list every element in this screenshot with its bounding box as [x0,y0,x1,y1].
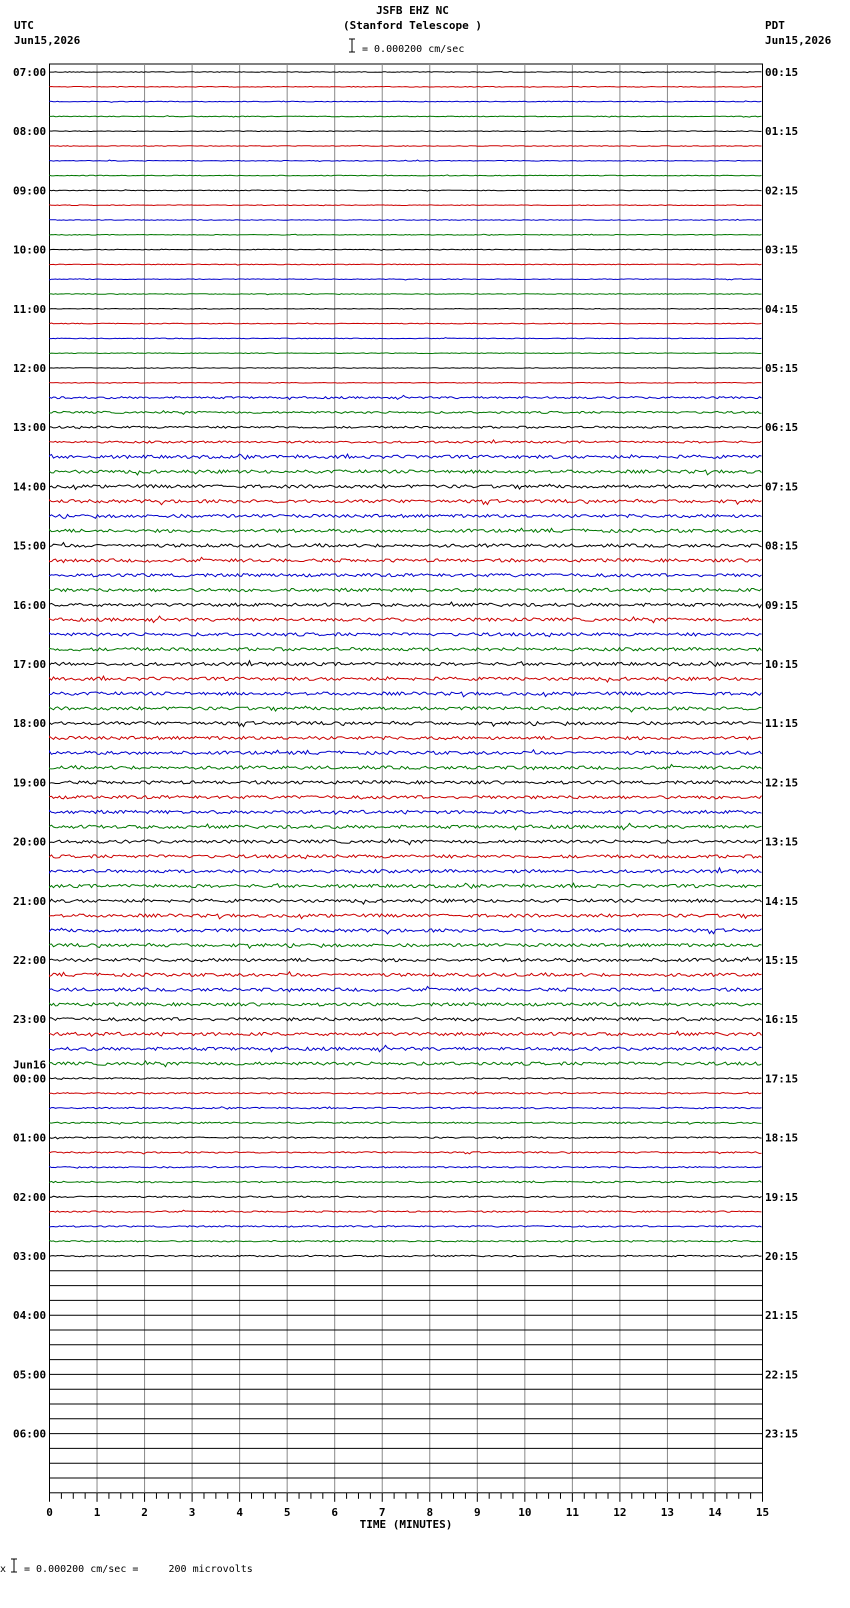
pdt-hour-label: 06:15 [765,421,799,435]
x-tick-label: 11 [565,1505,579,1519]
utc-hour-label: 01:00 [13,1131,47,1145]
seismic-trace [50,1045,762,1052]
seismic-trace [50,781,762,784]
seismic-trace [50,382,762,383]
seismic-trace [50,899,762,904]
seismic-trace [50,676,762,682]
seismic-trace [50,131,762,132]
seismic-trace [50,855,762,859]
utc-hour-label: 16:00 [13,598,47,612]
utc-hour-label: 11:00 [13,302,47,316]
seismic-trace [50,1152,762,1154]
seismic-trace [50,411,762,415]
pdt-hour-label: 13:15 [765,835,799,849]
x-tick-label: 3 [188,1505,196,1519]
pdt-hour-label: 16:15 [765,1013,799,1027]
x-axis-label: TIME (MINUTES) [359,1517,453,1531]
seismic-trace [50,823,762,830]
seismic-trace [50,528,762,532]
left-timezone: UTC [14,19,34,32]
pdt-hour-label: 09:15 [765,598,799,612]
seismic-trace [50,368,762,369]
seismic-trace [50,588,762,592]
seismic-trace [50,706,762,712]
seismic-trace [50,1092,762,1094]
utc-hour-label: 13:00 [13,421,47,435]
footer-scale-text: = 0.000200 cm/sec = 200 microvolts [24,1564,253,1575]
x-tick-label: 13 [660,1505,675,1519]
seismic-trace [50,692,762,697]
seismic-trace [50,839,762,845]
pdt-hour-label: 15:15 [765,954,799,967]
pdt-hour-label: 07:15 [765,480,799,494]
utc-hour-label: 12:00 [13,362,47,375]
seismic-trace [50,338,762,339]
seismic-trace [50,1061,762,1067]
pdt-hour-label: 18:15 [765,1131,799,1145]
station-title: JSFB EHZ NC [376,4,449,17]
seismic-trace [50,987,762,992]
seismic-trace [50,294,762,295]
utc-hour-label: 10:00 [13,243,47,257]
x-tick-label: 4 [236,1505,243,1519]
footer-scale [0,1564,253,1608]
x-tick-label: 10 [518,1505,532,1519]
left-date: Jun15,2026 [14,34,81,47]
seismic-trace [50,1018,762,1022]
seismic-trace [50,470,762,475]
seismic-trace [50,574,762,578]
x-tick-label: 1 [93,1505,101,1519]
pdt-hour-label: 00:15 [765,66,799,79]
x-tick-label: 14 [708,1505,722,1519]
utc-hour-label: 18:00 [13,717,47,731]
pdt-hour-label: 17:15 [765,1072,799,1086]
pdt-hour-label: 02:15 [765,184,799,198]
seismic-trace [50,72,762,73]
x-tick-label: 12 [613,1505,627,1519]
seismic-trace [50,602,762,608]
pdt-hour-label: 21:15 [765,1309,799,1323]
utc-hour-label: 03:00 [13,1250,47,1263]
pdt-hour-label: 12:15 [765,776,799,790]
footer-scale-bar-icon [10,1558,18,1574]
seismic-trace [50,1122,762,1124]
footer-prefix: x [0,1564,7,1575]
pdt-hour-label: 10:15 [765,658,799,671]
seismic-trace [50,249,762,250]
plot-frame [50,64,763,1493]
pdt-hour-label: 19:15 [765,1190,799,1204]
utc-hour-label: 21:00 [13,894,47,908]
seismic-trace [50,1241,762,1243]
utc-hour-label: 02:00 [13,1190,47,1204]
pdt-hour-label: 08:15 [765,539,799,553]
seismic-trace [50,426,762,429]
seismic-trace [50,1210,762,1212]
seismic-trace [50,1226,762,1228]
seismic-trace [50,750,762,755]
seismic-trace [50,499,762,504]
x-tick-label: 15 [755,1505,770,1519]
seismic-trace [50,190,762,191]
utc-hour-label: 09:00 [13,184,47,198]
seismic-trace [50,1181,762,1183]
seismic-trace [50,957,762,961]
seismic-trace [50,868,762,873]
seismic-trace [50,943,762,948]
date-change-label: Jun16 [13,1058,47,1072]
seismic-trace [50,454,762,459]
utc-hour-label: 05:00 [13,1368,47,1382]
seismic-trace [50,543,762,548]
seismic-trace [50,264,762,265]
seismic-trace [50,86,762,87]
utc-hour-label: 07:00 [13,66,47,79]
seismic-trace [50,796,762,800]
utc-hour-label: 08:00 [13,125,47,139]
seismic-trace [50,648,762,651]
x-tick-label: 5 [283,1505,291,1519]
seismic-trace [50,279,762,280]
x-tick-label: 8 [426,1505,434,1519]
pdt-hour-label: 23:15 [765,1427,799,1441]
seismic-trace [50,1255,762,1258]
pdt-hour-label: 05:15 [765,362,799,375]
seismic-trace [50,721,762,726]
seismic-trace [50,661,762,667]
seismic-trace [50,484,762,489]
seismic-trace [50,101,762,102]
utc-hour-label: 15:00 [13,539,47,553]
pdt-hour-label: 11:15 [765,717,799,731]
seismic-trace [50,1078,762,1080]
seismic-trace [50,1107,762,1109]
x-tick-label: 6 [331,1505,339,1519]
seismic-trace [50,972,762,977]
pdt-hour-label: 22:15 [765,1368,799,1382]
seismic-trace [50,557,762,562]
utc-hour-label: 17:00 [13,658,47,671]
seismic-trace [50,175,762,176]
seismic-trace [50,234,762,235]
x-tick-label: 0 [46,1505,53,1519]
seismic-trace [50,1196,762,1198]
seismic-trace [50,1137,762,1139]
seismic-trace [50,219,762,220]
utc-hour-label: 20:00 [13,835,47,849]
seismic-trace [50,914,762,919]
seismic-trace [50,1167,762,1169]
utc-hour-label: 22:00 [13,954,47,967]
right-timezone: PDT [765,19,785,32]
seismic-trace [50,309,762,310]
seismic-trace [50,323,762,324]
seismic-trace [50,736,762,739]
seismic-trace [50,765,762,770]
seismic-trace [50,353,762,354]
pdt-hour-label: 03:15 [765,243,799,257]
right-date: Jun15,2026 [765,34,832,47]
seismic-trace [50,1003,762,1006]
x-tick-label: 2 [141,1505,148,1519]
seismic-trace [50,145,762,146]
utc-hour-label: 23:00 [13,1013,47,1027]
seismic-trace [50,440,762,443]
seismic-trace [50,395,762,399]
utc-hour-label: 06:00 [13,1427,47,1441]
utc-hour-label: 04:00 [13,1309,47,1323]
seismic-trace [50,616,762,623]
x-tick-label: 7 [378,1505,386,1519]
seismic-trace [50,1031,762,1036]
seismic-trace [50,810,762,814]
seismic-trace [50,883,762,888]
pdt-hour-label: 01:15 [765,125,799,139]
seismic-trace [50,633,762,637]
utc-hour-label: 00:00 [13,1072,47,1086]
seismic-trace [50,116,762,117]
seismic-trace [50,205,762,206]
site-title: (Stanford Telescope ) [342,19,483,32]
pdt-hour-label: 04:15 [765,302,799,316]
seismic-trace [50,928,762,934]
seismic-trace [50,160,762,161]
utc-hour-label: 14:00 [13,480,47,494]
scale-label: = 0.000200 cm/sec [362,44,465,55]
x-tick-label: 9 [473,1505,481,1519]
pdt-hour-label: 20:15 [765,1250,799,1263]
seismic-trace [50,514,762,518]
utc-hour-label: 19:00 [13,776,47,790]
pdt-hour-label: 14:15 [765,894,799,908]
